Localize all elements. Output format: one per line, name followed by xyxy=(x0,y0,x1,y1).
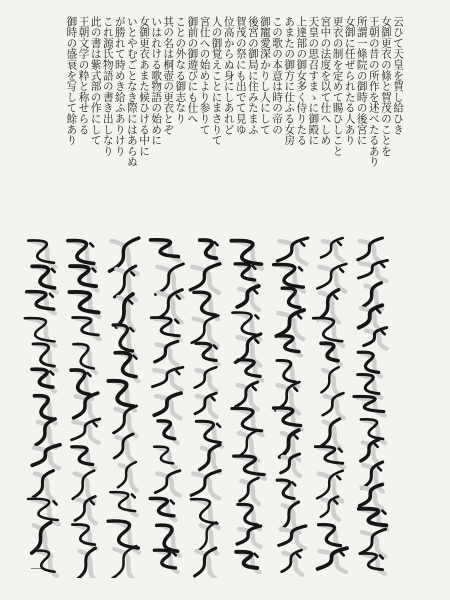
printed-line: この歌の本意は時の帝の xyxy=(271,16,284,135)
brush-dot xyxy=(337,476,340,479)
printed-line: 女御更衣あまた候ひける中に xyxy=(138,16,151,157)
printed-line: 天皇の思召すまゝに御殿に xyxy=(307,16,320,146)
printed-line: いとやむごとなき際にはあらぬ xyxy=(125,16,138,168)
printed-line: 王朝の昔の所作を述べたるあり xyxy=(367,16,380,168)
printed-line: 御寵愛深かりし人にして xyxy=(258,16,271,135)
calligraphy-column xyxy=(108,238,139,578)
printed-line: これ源氏物語の書き出しなり xyxy=(101,16,114,157)
brush-dot xyxy=(215,242,218,245)
brush-dot xyxy=(341,552,344,555)
brush-dot xyxy=(382,331,385,334)
brush-dot xyxy=(301,243,304,246)
brush-dot xyxy=(129,301,132,304)
brush-dot xyxy=(50,294,53,297)
printed-line: 云ひて天皇を賀し給ひき xyxy=(392,16,404,135)
brush-dot xyxy=(334,501,337,504)
printed-line: 更衣の制を定めて賜ひしこと xyxy=(331,16,344,157)
printed-line: 宮仕への始めより参りて xyxy=(198,16,211,135)
brush-dot xyxy=(94,423,97,426)
ink-bleed-stroke xyxy=(120,465,137,490)
printed-line: 此の書は紫式部の作にして xyxy=(89,16,102,146)
calligraphy-column xyxy=(190,240,222,578)
printed-line: 宮中の法度を以て仕へしめ xyxy=(319,16,332,146)
brush-dot xyxy=(294,388,297,391)
printed-line: いはれける歌物語の始めに xyxy=(150,16,163,146)
calligraphy-column xyxy=(231,241,265,572)
printed-line: 賀茂の祭にも出でて見ゆ xyxy=(234,16,247,135)
brush-dot xyxy=(52,269,55,272)
brush-dot xyxy=(255,315,258,318)
brush-dot xyxy=(298,315,301,318)
printed-line: あまたの御方に仕ふる女房 xyxy=(283,16,296,146)
calligraphy-column xyxy=(150,240,183,572)
brush-dot xyxy=(90,243,93,246)
printed-line: 御時の盛衰を写して餘あり xyxy=(65,16,78,146)
brush-dot xyxy=(212,397,215,400)
printed-line: が勝れて時めき給ふありけり xyxy=(113,16,126,157)
printed-line: 女御更衣の條と賀茂のことを xyxy=(379,16,392,157)
brush-dot xyxy=(176,371,179,374)
brush-dot xyxy=(253,387,256,390)
brush-dot xyxy=(334,296,337,299)
printed-commentary xyxy=(48,16,404,202)
brush-dot xyxy=(54,501,57,504)
brush-dot xyxy=(382,511,385,514)
brush-dot xyxy=(378,467,381,470)
calligraphy-column xyxy=(273,238,307,575)
calligraphy-column xyxy=(313,238,347,572)
brush-dot xyxy=(255,554,258,557)
brush-dot xyxy=(375,444,378,447)
printed-line: 御前の御遊びにも仕へ xyxy=(186,16,199,124)
printed-line: 王朝文学の粋と称せらる xyxy=(77,16,90,135)
brush-dot xyxy=(299,267,302,270)
ink-bleed-stroke xyxy=(323,370,339,395)
printed-line: 其の名は桐壺の更衣とぞ xyxy=(162,16,175,135)
brush-dot xyxy=(381,264,384,267)
printed-line: 人の御覚えことにまさりて xyxy=(210,16,223,146)
printed-line: 位高からぬ身にしあれど xyxy=(222,16,235,135)
calligraphy-manuscript xyxy=(22,232,392,578)
brush-dot xyxy=(297,554,300,557)
calligraphy-ink xyxy=(22,232,392,578)
page-number: 一 xyxy=(30,563,44,579)
brush-dot xyxy=(217,424,220,427)
brush-dot xyxy=(340,269,343,272)
brush-dot xyxy=(132,494,135,497)
brush-dot xyxy=(292,482,295,485)
printed-line: 所謂一條院の御時の後宮に xyxy=(355,16,368,146)
calligraphy-column xyxy=(354,238,388,574)
brush-dot xyxy=(295,435,298,438)
calligraphy-column xyxy=(25,240,60,576)
brush-dot xyxy=(88,373,91,376)
printed-line: ことの外なる御志なり xyxy=(174,16,187,124)
calligraphy-column xyxy=(68,241,100,578)
printed-line: 上達部の御女多く侍りたる xyxy=(295,16,308,146)
printed-line: 後宮の御局に住みたまふ xyxy=(246,16,259,135)
printed-line: 女御に任ぜられたる人あり xyxy=(343,16,356,146)
brush-dot xyxy=(254,290,257,293)
brush-dot xyxy=(338,242,341,245)
brush-dot xyxy=(50,371,53,374)
brush-dot xyxy=(171,501,174,504)
